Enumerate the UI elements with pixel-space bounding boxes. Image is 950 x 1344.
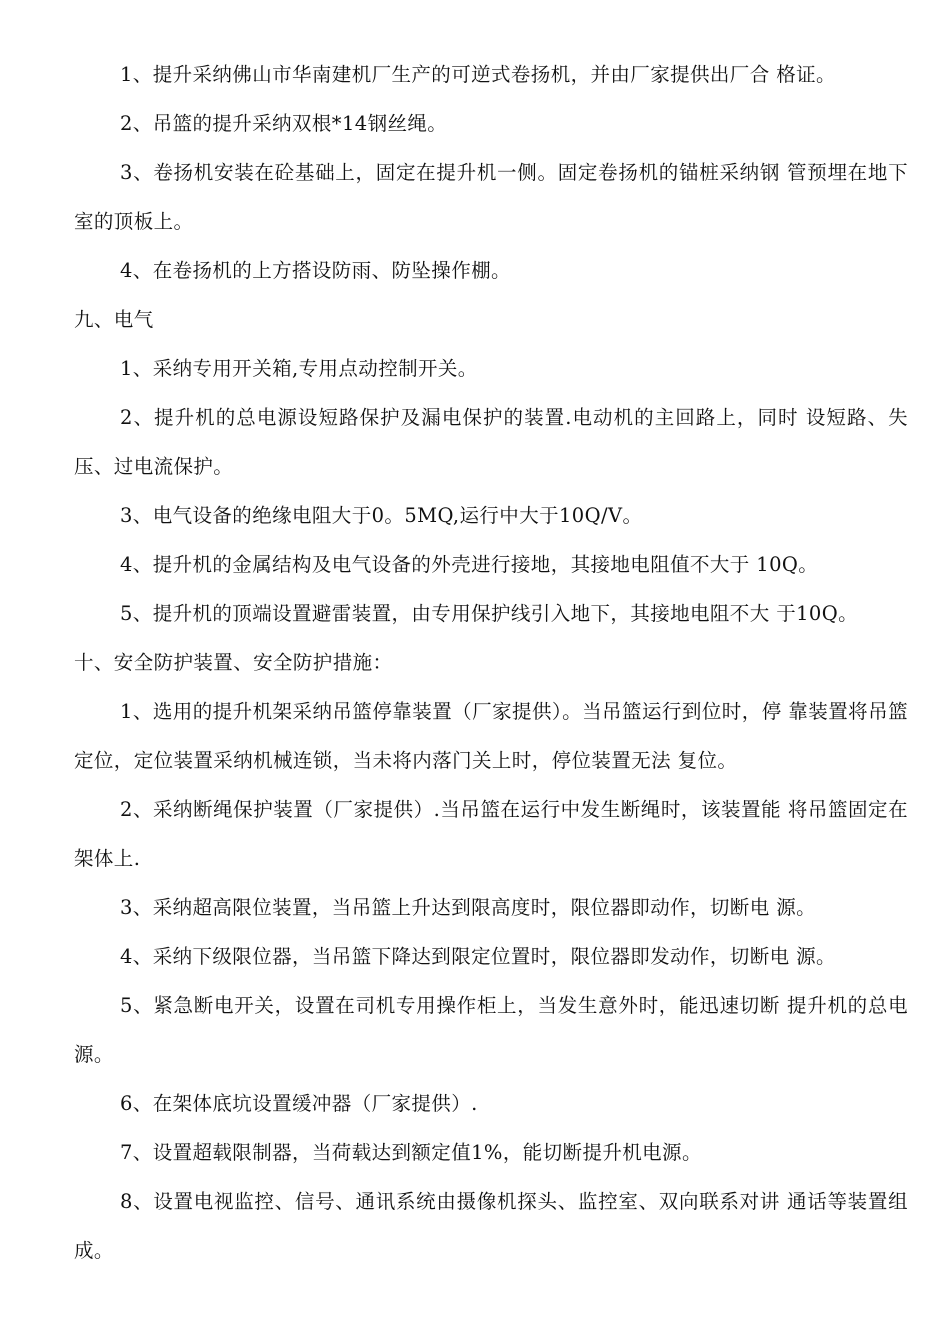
paragraph-switch-box: 1、采纳专用开关箱,专用点动控制开关。	[120, 357, 478, 380]
section-heading-safety: 十、安全防护装置、安全防护措施：	[74, 651, 393, 674]
paragraph-rope-break-protection: 2、采纳断绳保护装置（厂家提供）.当吊篮在运行中发生断绳时，该装置能 将吊篮固定在架体上.	[74, 798, 908, 870]
section-heading-electrical: 九、电气	[74, 308, 154, 331]
paragraph-emergency-stop: 5、紧急断电开关，设置在司机专用操作柜上，当发生意外时，能迅速切断 提升机的总电源。	[74, 994, 908, 1066]
paragraph-stop-device: 1、选用的提升机架采纳吊篮停靠装置（厂家提供）。当吊篮运行到位时，停 靠装置将吊篮定位，定位装置采纳机械连锁，当未将内落门关上时，停位装置无法 复位。	[74, 700, 908, 772]
paragraph-lightning-protection: 5、提升机的顶端设置避雷装置，由专用保护线引入地下，其接地电阻不大 于10Q。	[120, 602, 859, 625]
paragraph-monitoring-system: 8、设置电视监控、信号、通讯系统由摄像机探头、监控室、双向联系对讲 通话等装置组成。	[74, 1190, 908, 1262]
paragraph-lower-limit: 4、采纳下级限位器，当吊篮下降达到限定位置时，限位器即发动作，切断电 源。	[120, 945, 836, 968]
paragraph-winch-foundation: 3、卷扬机安装在砼基础上，固定在提升机一侧。固定卷扬机的锚桩采纳钢 管预埋在地下室的顶板上。	[74, 161, 908, 233]
paragraph-wire-rope: 2、吊篮的提升采纳双根*14钢丝绳。	[120, 112, 448, 135]
paragraph-insulation-resistance: 3、电气设备的绝缘电阻大于0。5MQ,运行中大于10Q/V。	[120, 504, 643, 527]
paragraph-operation-shed: 4、在卷扬机的上方搭设防雨、防坠操作棚。	[120, 259, 511, 282]
paragraph-power-protection: 2、提升机的总电源设短路保护及漏电保护的装置.电动机的主回路上，同时 设短路、失压、过电流保护。	[74, 406, 908, 478]
document-page	[74, 50, 908, 1275]
paragraph-buffer: 6、在架体底坑设置缓冲器（厂家提供）.	[120, 1092, 478, 1115]
paragraph-upper-limit: 3、采纳超高限位装置，当吊篮上升达到限高度时，限位器即动作，切断电 源。	[120, 896, 817, 919]
paragraph-hoist-winch: 1、提升采纳佛山市华南建机厂生产的可逆式卷扬机，并由厂家提供出厂合 格证。	[120, 63, 836, 86]
paragraph-grounding: 4、提升机的金属结构及电气设备的外壳进行接地，其接地电阻值不大于 10Q。	[120, 553, 819, 576]
paragraph-overload-limiter: 7、设置超载限制器，当荷载达到额定值1%，能切断提升机电源。	[120, 1141, 702, 1164]
